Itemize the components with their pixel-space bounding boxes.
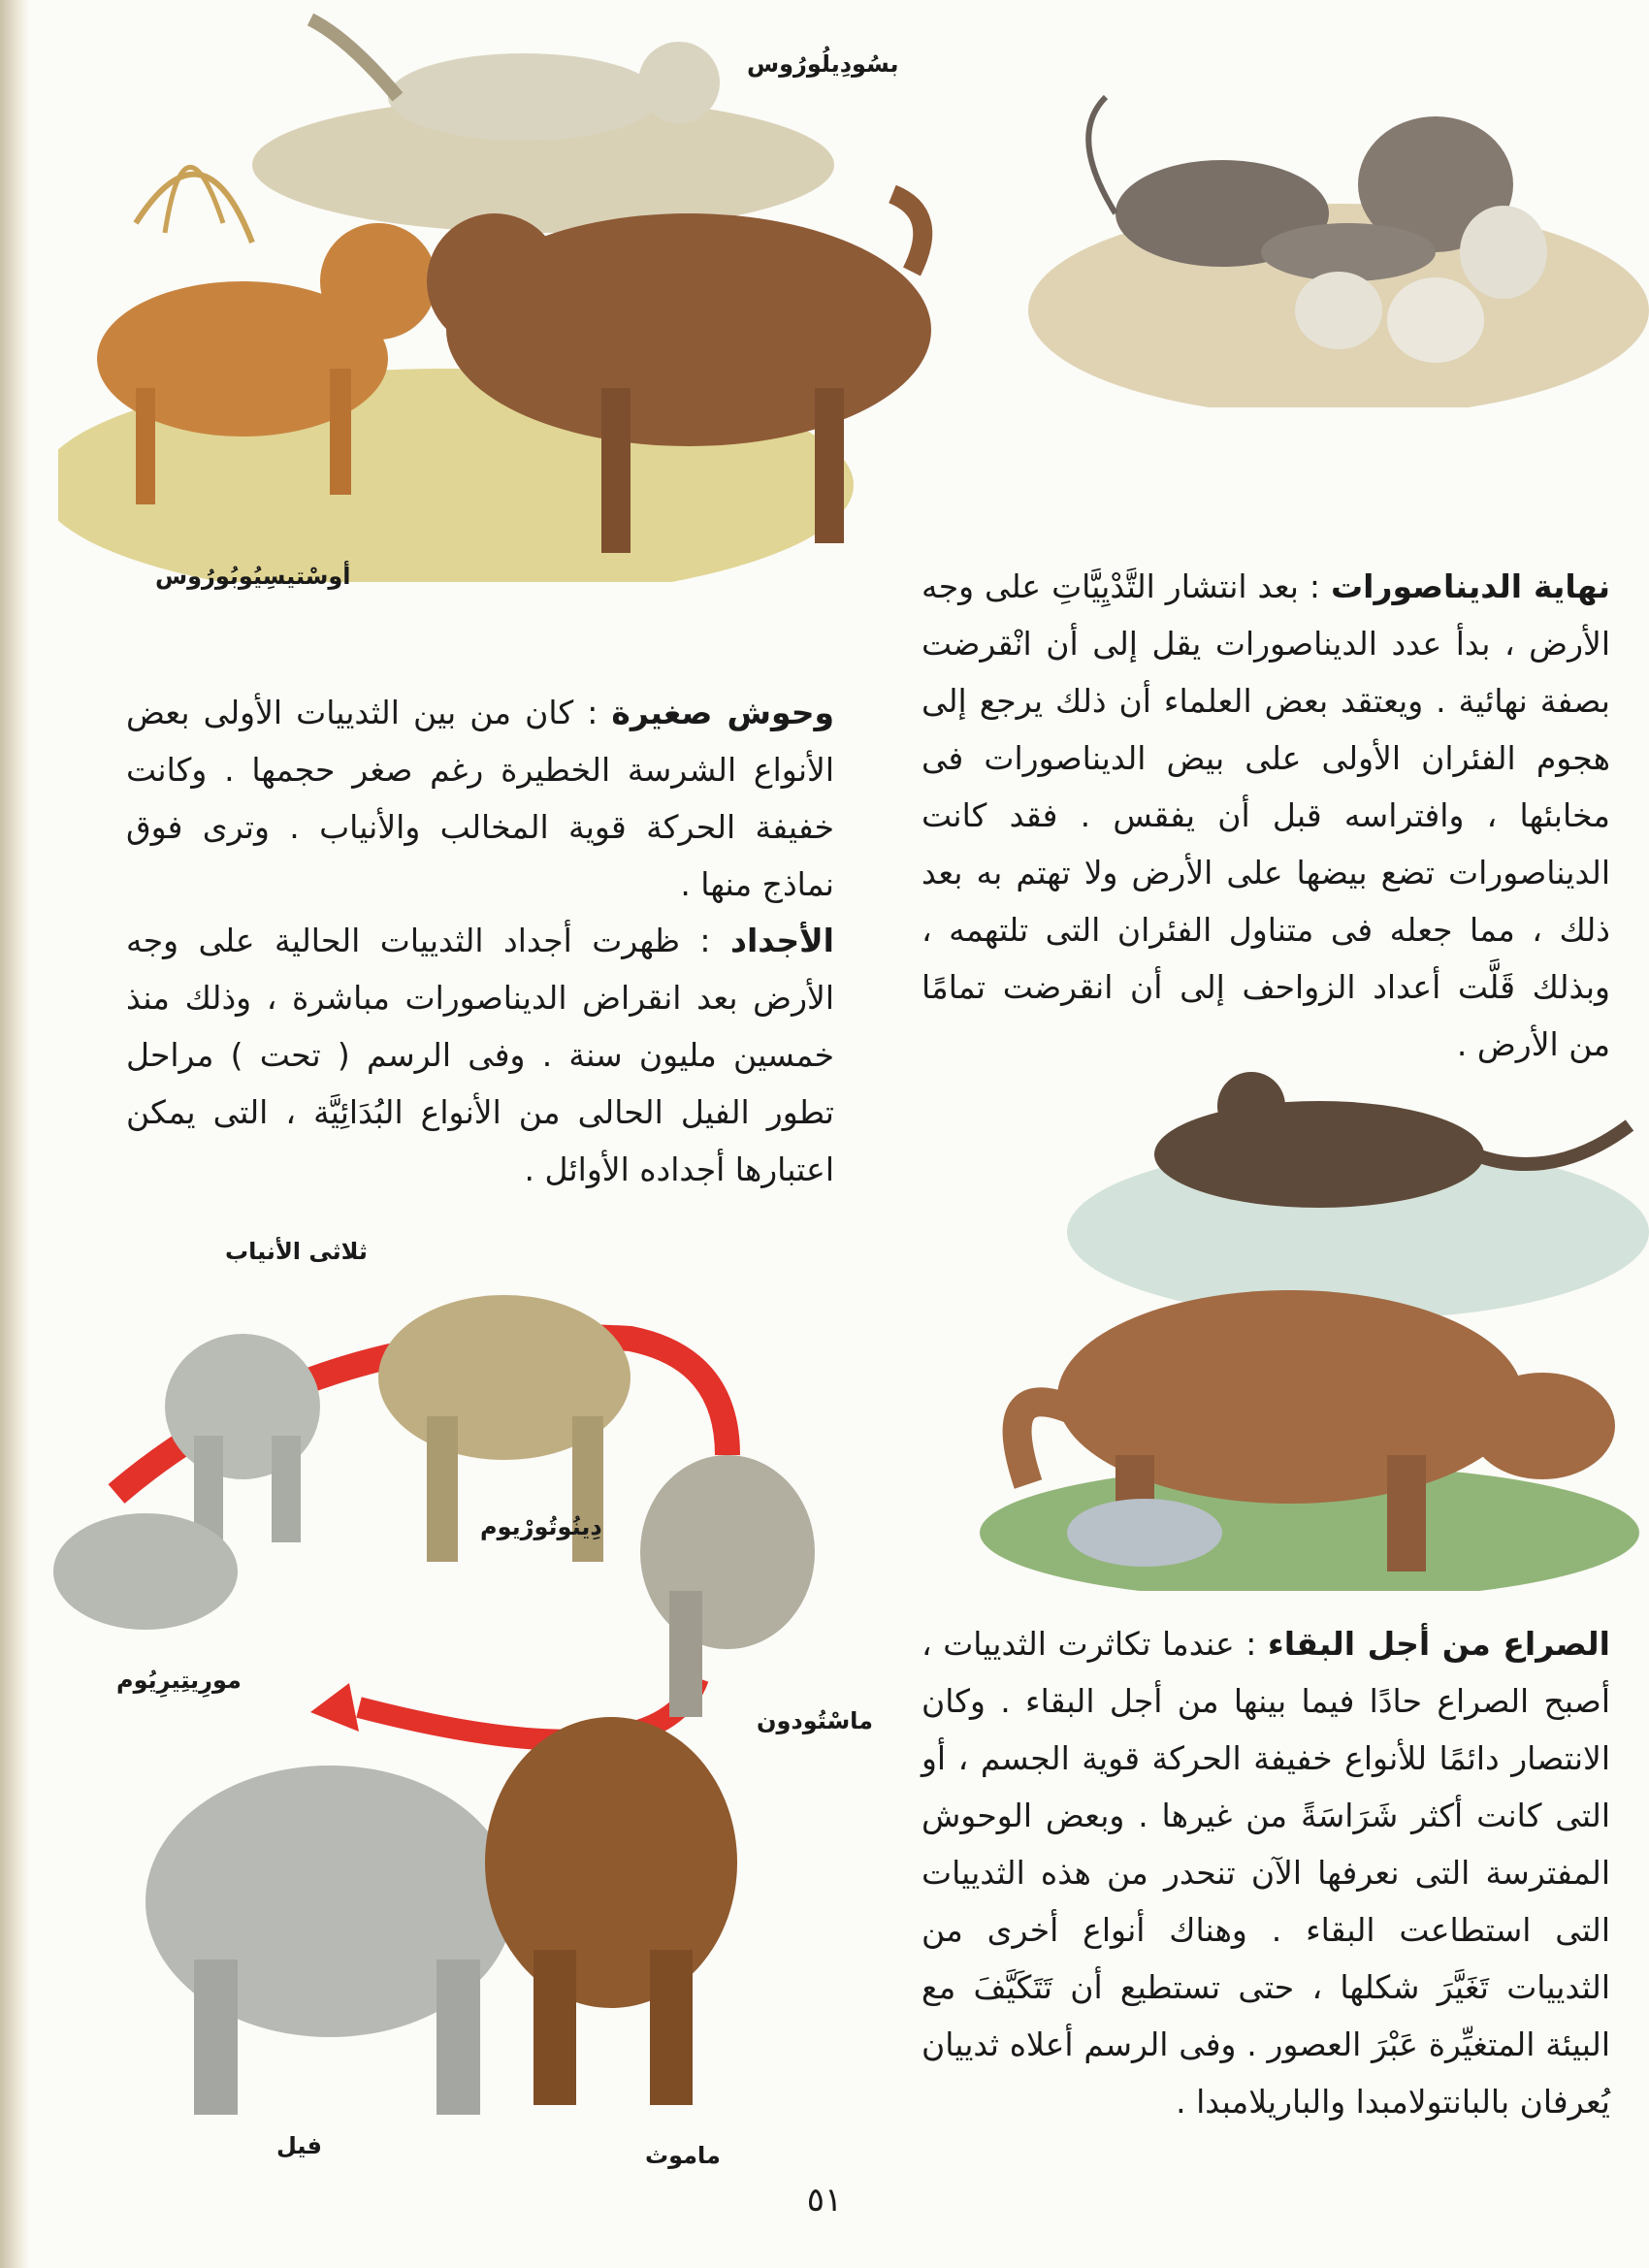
caption-moeritherium: مورِيتِيرِيُوم [116, 1667, 242, 1694]
body-small-beasts: : كان من بين الثدييات الأولى بعض الأنواع الشرسة الخطيرة رغم صغر حجمها . وكانت خفيفة الحركة قوية المخالب والأنياب . وترى فوق نماذج منها . [126, 694, 834, 903]
caption-smilodectes: بسُودِيلُورُوس [747, 50, 899, 78]
body-ancestors: : ظهرت أجداد الثدييات الحالية على وجه الأرض بعد انقراض الديناصورات مباشرة ، وذلك منذ خمسين مليون سنة . وفى الرسم ( تحت ) مراحل تطور الفيل الحالى من الأنواع البُدَائِيَّة ، التى يمكن اعتبارها أجداده الأوائل . [126, 922, 834, 1188]
section-small-beasts [126, 684, 834, 913]
section-end-of-dinosaurs [922, 558, 1610, 1073]
caption-oxyaenodon: أوسْتيسِيُوبُورُوس [155, 563, 351, 590]
rats-eggs-illustration [1028, 78, 1649, 407]
caption-elephant: فيل [276, 2132, 322, 2159]
heading-ancestors: الأجداد [730, 922, 834, 959]
heading-struggle: الصراع من أجل البقاء [1267, 1625, 1610, 1663]
predators-illustration [58, 0, 980, 582]
body-struggle: : عندما تكاثرت الثدييات ، أصبح الصراع حادًا فيما بينها من أجل البقاء . وكان الانتصار دائمًا للأنواع خفيفة الحركة قوية الجسم ، أو التى كانت أكثر شَرَاسَةً من غيرها . وبعض الوحوش المفترسة التى نعرفها الآن تنحدر من هذه الثدييات التى استطاعت البقاء . وهناك أنواع أخرى من الثدييات تَغَيَّرَ شكلها ، حتى تستطيع أن تَتَكَيَّفَ مع البيئة المتغيِّرة عَبْرَ العصور . وفى الرسم أعلاه ثدييان يُعرفان بالبانتولامبدا والباريلامبدا . [922, 1625, 1610, 2121]
caption-trilophodon: ثلاثى الأنياب [225, 1238, 368, 1265]
caption-mastodon: ماسْتُودون [757, 1707, 874, 1734]
section-ancestors [126, 912, 834, 1198]
elephant-evolution-illustration [29, 1242, 951, 2154]
caption-mammoth: ماموث [645, 2142, 721, 2169]
page-binding-edge [0, 0, 29, 2268]
pantolambda-illustration [970, 1048, 1649, 1591]
heading-end-of-dinosaurs: نهاية الديناصورات [1330, 567, 1610, 605]
body-end-of-dinosaurs: : بعد انتشار التَّدْيِيَّاتِ على وجه الأرض ، بدأ عدد الديناصورات يقل إلى أن انْقرضت بصفة نهائية . ويعتقد بعض العلماء أن ذلك يرجع إلى هجوم الفئران الأولى على بيض الديناصورات فى مخابئها ، وافتراسه قبل أن يفقس . فقد كانت الديناصورات تضع بيضها على الأرض ولا تهتم به بعد ذلك ، مما جعله فى متناول الفئران التى تلتهمه ، وبذلك قَلَّت أعداد الزواحف إلى أن انقرضت تمامًا من الأرض . [922, 567, 1610, 1063]
heading-small-beasts: وحوش صغيرة [611, 694, 834, 731]
section-struggle [922, 1615, 1610, 2130]
page-number: ٥١ [806, 2181, 843, 2219]
caption-dinotherium: دِينُوتُورْيوم [480, 1513, 602, 1540]
